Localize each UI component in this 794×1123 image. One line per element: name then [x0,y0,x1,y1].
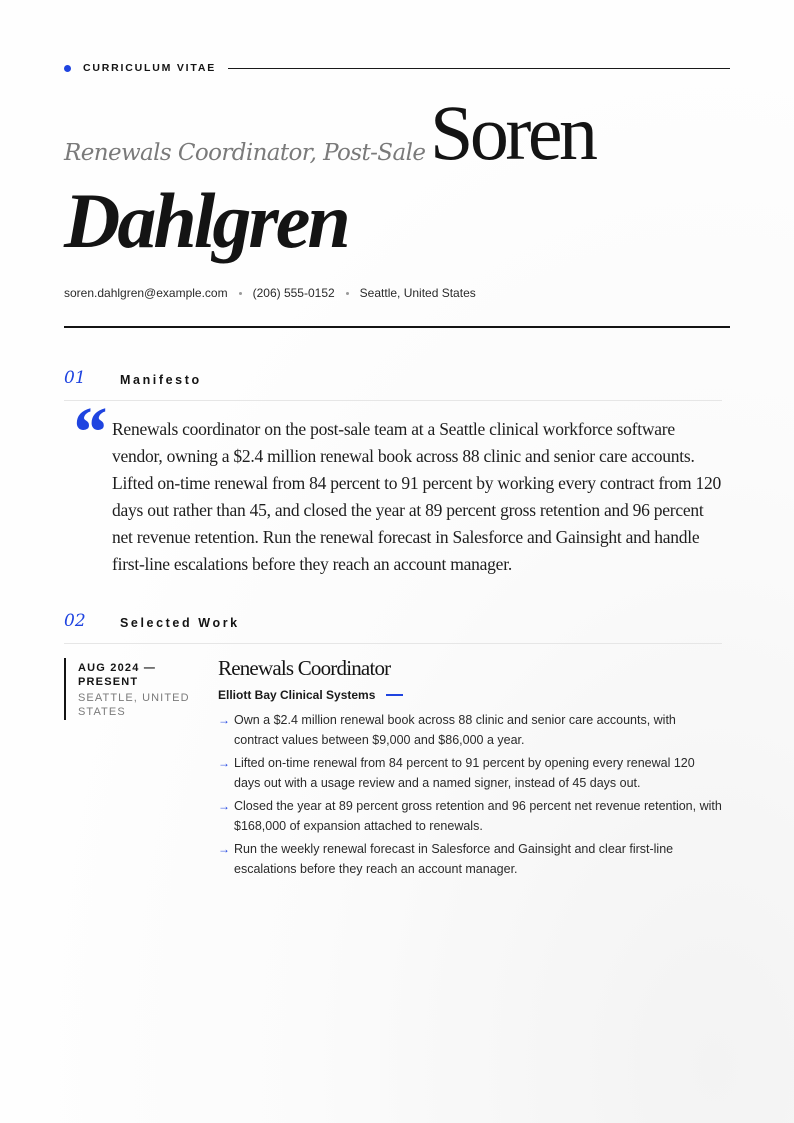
list-item [218,839,722,879]
section-title: Selected Work [120,616,240,630]
quote-icon: “ [70,392,106,472]
kicker [64,60,730,76]
bullet-text: Closed the year at 89 percent gross retention and 96 percent net revenue retention, with $168,000 of expansion attached to renewals. [234,799,722,833]
separator-dot-icon [346,292,349,295]
bullet-text: Own a $2.4 million renewal book across 88 clinic and senior care accounts, with contract values between $9,000 and $86,000 a year. [234,713,676,747]
section-header-selected-work [64,611,722,644]
list-item [218,753,722,793]
job-title: Renewals Coordinator [218,656,391,680]
header-divider [64,326,730,328]
arrow-right-icon: → [218,799,230,813]
bullet-text: Lifted on-time renewal from 84 percent to 91 percent by opening every renewal 120 days out with a usage review and a named signer, instead of 45 days out. [234,756,695,790]
list-item [218,796,722,836]
job-location: SEATTLE, UNITED STATES [78,692,190,718]
job-bullets [218,710,722,882]
job-dates: AUG 2024 — PRESENT [78,662,157,688]
phone[interactable]: (206) 555-0152 [252,286,335,300]
kicker-label: CURRICULUM VITAE [83,62,217,74]
role-title: Renewals Coordinator, Post-Sale [64,140,426,166]
job-company [218,688,403,702]
email[interactable]: soren.dahlgren@example.com [64,286,228,300]
arrow-right-icon: → [218,756,230,770]
list-item [218,710,722,750]
arrow-right-icon: → [218,713,230,727]
manifesto-text: Renewals coordinator on the post-sale team at a Seattle clinical workforce software vendor, owning a $2.4 million renewal book across 88 clinic and senior care accounts. Lifted on-time renewal from 84 percent to 91 percent by working every contract from 120 days out rather than 45, and closed the year at 89 percent gross retention and 96 percent net revenue retention. Run the renewal forecast in Salesforce and Gainsight and handle first-line escalations before they reach an account manager. [112,419,721,574]
dot-icon [64,65,71,72]
section-number: 01 [64,368,86,388]
location: Seattle, United States [359,286,476,300]
job-meta [64,658,204,720]
bullet-text: Run the weekly renewal forecast in Salesforce and Gainsight and clear first-line escalations before they reach an account manager. [234,842,674,876]
section-title: Manifesto [120,373,202,387]
last-name: Dahlgren [64,177,348,264]
company-dash [386,694,403,696]
kicker-rule [228,68,730,69]
section-number: 02 [64,611,86,631]
company-name: Elliott Bay Clinical Systems [218,688,376,702]
first-name: Soren [430,89,595,176]
section-header-manifesto [64,368,722,401]
arrow-right-icon: → [218,842,230,856]
separator-dot-icon [239,292,242,295]
contact-line [64,286,476,300]
